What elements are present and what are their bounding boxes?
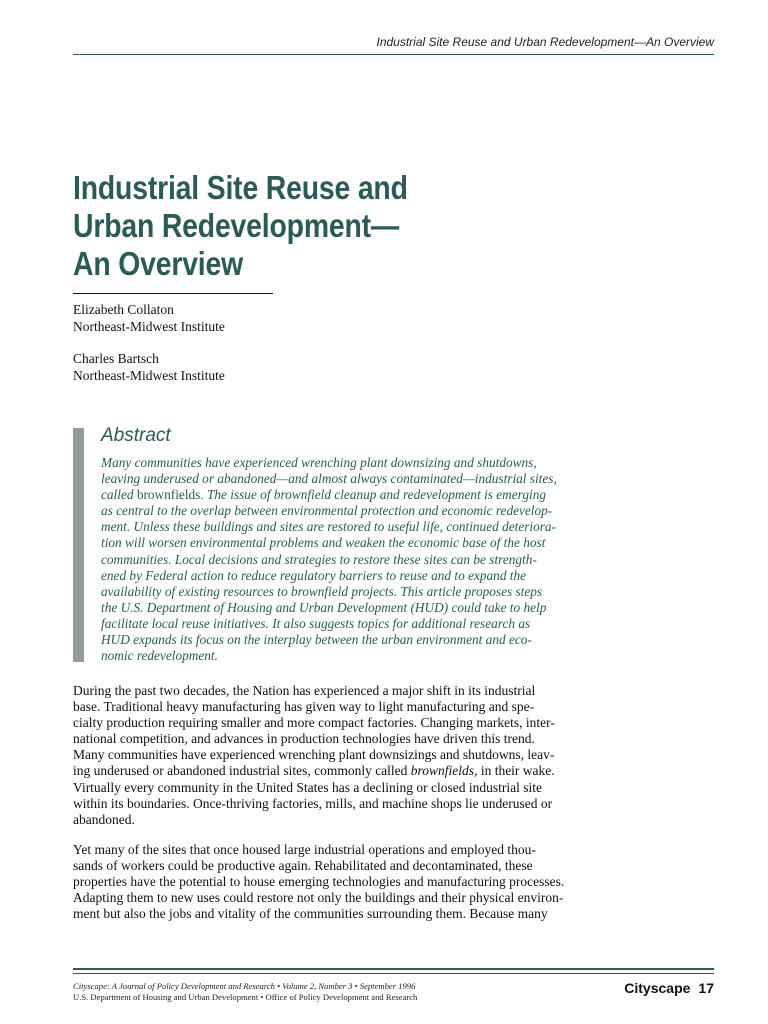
abstract-line: HUD expands its focus on the interplay between the urban environment and eco- (101, 632, 532, 648)
abstract-line: facilitate local reuse initiatives. It also suggests topics for additional research as (101, 615, 531, 631)
author-name: Charles Bartsch (73, 351, 159, 366)
body-line: abandoned. (73, 811, 135, 827)
abstract-term-brownfields: brownfields. (136, 487, 204, 503)
title-line: An Overview (73, 245, 244, 282)
page-number: 17 (698, 980, 714, 996)
abstract-line: tion will worsen environmental problems and weaken the economic base of the host (101, 535, 546, 551)
footer-rule (73, 968, 714, 970)
body-line: During the past two decades, the Nation has experienced a major shift in its industrial (73, 683, 536, 698)
article-title (73, 169, 555, 283)
abstract-sidebar-bar (73, 428, 84, 662)
body-term-brownfields: brownfields (410, 763, 475, 779)
abstract-line: nomic redevelopment. (101, 648, 218, 664)
abstract-body (101, 455, 641, 664)
body-line: ment but also the jobs and vitality of the communities surrounding them. Because many (73, 906, 548, 922)
body-line: national competition, and advances in production technologies have driven this trend. (73, 731, 535, 747)
abstract-text: called (101, 487, 137, 503)
body-line: sands of workers could be productive again. Rehabilitated and decontaminated, these (73, 857, 533, 873)
abstract-text: The issue of brownfield cleanup and redevelopment is emerging (203, 487, 547, 503)
abstract-line: as central to the overlap between environmental protection and economic redevelop- (101, 503, 553, 519)
header-rule (73, 54, 714, 55)
abstract-line (101, 487, 641, 503)
body-paragraph-2 (73, 842, 633, 922)
footer-rule-thin (73, 973, 714, 974)
body-line (73, 763, 633, 779)
author-name: Elizabeth Collaton (73, 302, 174, 317)
author-affiliation: Northeast-Midwest Institute (73, 318, 225, 334)
footer-publisher: U.S. Department of Housing and Urban Development • Office of Policy Development and Research (73, 992, 418, 1002)
footer-citation (73, 981, 593, 1003)
body-text-run: ing underused or abandoned industrial sites, commonly called (73, 763, 411, 779)
footer-journal-line (73, 981, 593, 992)
abstract-line: leaving underused or abandoned—and almost always contaminated—industrial sites, (101, 471, 557, 487)
body-paragraph-1 (73, 683, 633, 828)
body-line: cialty production requiring smaller and more compact factories. Changing markets, inter- (73, 715, 555, 731)
footer-page-label (624, 980, 714, 996)
author-affiliation: Northeast-Midwest Institute (73, 367, 225, 383)
abstract-line: Many communities have experienced wrenching plant downsizing and shutdowns, (101, 455, 537, 470)
body-line: Yet many of the sites that once housed large industrial operations and employed thou- (73, 841, 536, 857)
footer-brand: Cityscape (624, 980, 691, 996)
title-line: Urban Redevelopment— (73, 207, 400, 244)
abstract-heading: Abstract (101, 425, 171, 446)
title-line: Industrial Site Reuse and (73, 169, 408, 206)
author-entry (73, 302, 473, 335)
body-line: Virtually every community in the United States has a declining or closed industrial site (73, 779, 542, 795)
footer-journal-title: Cityscape: A Journal of Policy Development and Research (73, 981, 275, 991)
footer-issue: • Volume 2, Number 3 • September 1996 (274, 981, 416, 991)
body-line: base. Traditional heavy manufacturing has given way to light manufacturing and spe- (73, 699, 535, 715)
body-line: within its boundaries. Once-thriving factories, mills, and machine shops lie underused or (73, 795, 553, 811)
running-head: Industrial Site Reuse and Urban Redevelopment—An Overview (376, 35, 714, 49)
abstract-line: ened by Federal action to reduce regulatory barriers to reuse and to expand the (101, 567, 527, 583)
abstract-line: the U.S. Department of Housing and Urban Development (HUD) could take to help (101, 599, 547, 615)
author-entry (73, 351, 473, 384)
abstract-line: ment. Unless these buildings and sites are restored to useful life, continued deteriora- (101, 519, 556, 535)
author-rule (73, 293, 273, 294)
body-text (73, 683, 633, 936)
body-line: Many communities have experienced wrenching plant downsizings and shutdowns, leav- (73, 747, 555, 763)
author-block (73, 302, 473, 400)
body-line: properties have the potential to house emerging technologies and manufacturing processes. (73, 874, 565, 890)
abstract-line: communities. Local decisions and strategies to restore these sites can be strength- (101, 551, 537, 567)
abstract-line: availability of existing resources to brownfield projects. This article proposes steps (101, 583, 543, 599)
body-text-run: , in their wake. (474, 763, 555, 779)
body-line: Adapting them to new uses could restore not only the buildings and their physical environ- (73, 890, 564, 906)
